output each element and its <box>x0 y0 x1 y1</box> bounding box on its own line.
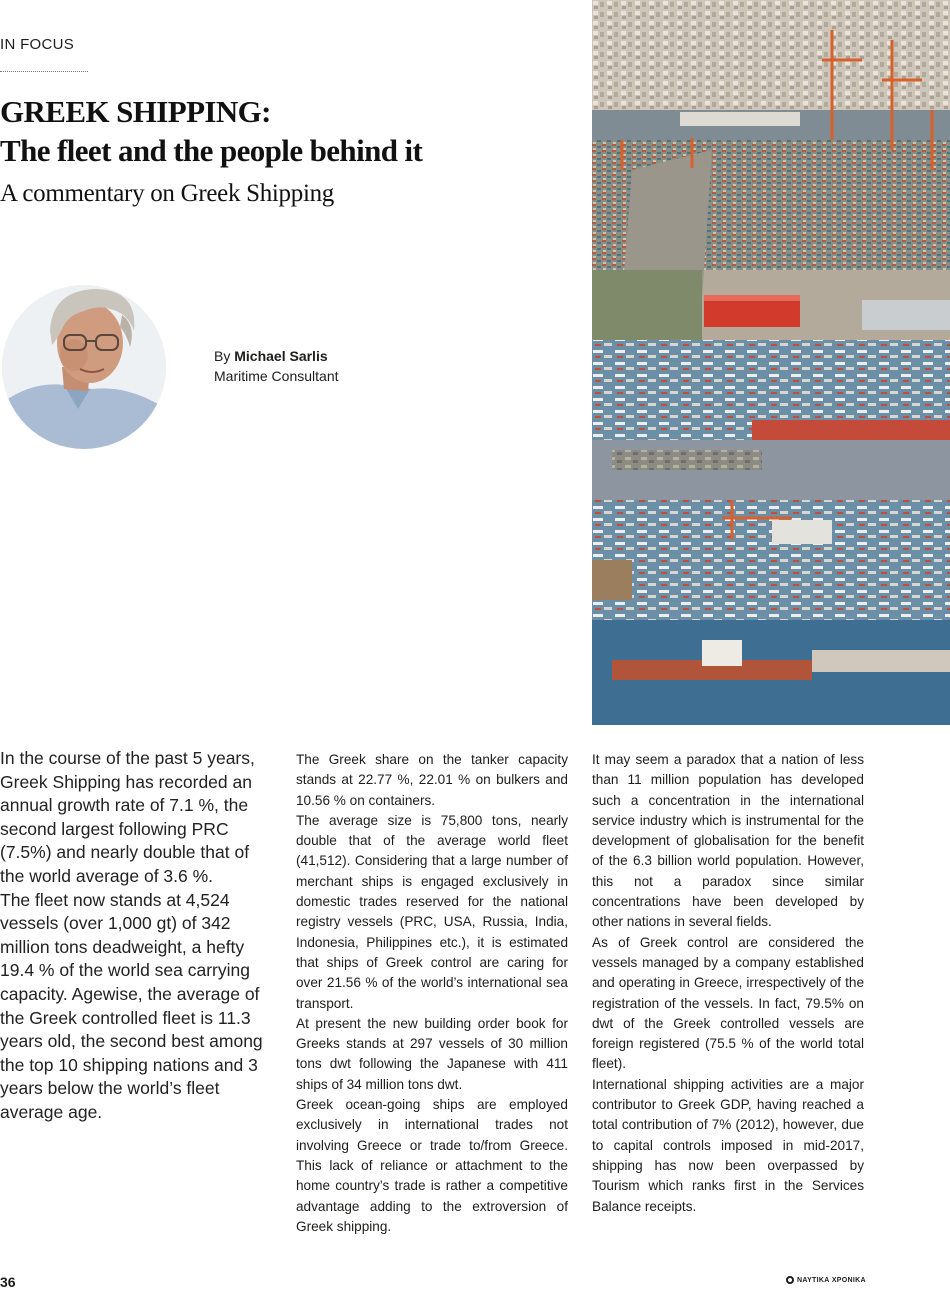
publication-logo-icon <box>786 1276 794 1284</box>
author-portrait <box>2 285 166 449</box>
intro-text <box>0 747 272 1125</box>
publication-masthead <box>786 1276 866 1284</box>
intro-paragraph: The fleet now stands at 4,524 vessels (over 1,000 gt) of 342 million tons deadweight, a hefty 19.4 % of the world sea carrying capacity. Agewise, the average of the Greek controlled fleet is 11.3 years old, the second best among the top 10 shipping nations and 3 years below the world’s fleet average age. <box>0 889 263 1122</box>
body-paragraph: Greek ocean-going ships are employed exclusively in international trades not involving Greece or trade to/from Greece. This lack of reliance or attachment to the home country’s trade is rather a competitive advantage adding to the extroversion of Greek shipping. <box>296 1097 568 1234</box>
body-paragraph: At present the new building order book for Greeks stands at 297 vessels of 30 million tons dwt following the Japanese with 411 ships of 34 million tons dwt. <box>296 1015 568 1092</box>
body-paragraph: As of Greek control are considered the vessels managed by a company established and operating in Greece, irrespectively of the registration of the vessels. In fact, 79.5% on dwt of the Greek controlled vessels are foreign registered (75.5 % of the world total fleet). <box>592 934 864 1072</box>
author-title: Maritime Consultant <box>214 368 339 384</box>
section-label: IN FOCUS <box>0 36 75 53</box>
author-line <box>214 346 339 366</box>
page-number: 36 <box>0 1274 16 1290</box>
headline-line-2: The fleet and the people behind it <box>0 133 423 168</box>
body-paragraph: The Greek share on the tanker capacity stands at 22.77 %, 22.01 % on bulkers and 10.56 % on containers. <box>296 752 568 808</box>
body-paragraph: International shipping activities are a major contributor to Greek GDP, having reached a total contribution of 7% (2012), however, due to capital controls imposed in mid-2017, shipping has now been overpassed by Tourism which ranks first in the Services Balance receipts. <box>592 1076 864 1214</box>
headline-line-1: GREEK SHIPPING: <box>0 94 271 129</box>
body-column-3 <box>592 750 864 1217</box>
byline <box>214 346 339 386</box>
headline <box>0 92 580 170</box>
author-name: Michael Sarlis <box>234 348 328 364</box>
harbor-aerial-photo <box>592 0 950 725</box>
body-paragraph: It may seem a paradox that a nation of less than 11 million population has developed such a concentration in the international service industry which is instrumental for the development of globalisation for the benefit of the 6.3 billion world population. However, this not a paradox since similar concentrations have been developed by other nations in several fields. <box>592 752 864 930</box>
byline-prefix: By <box>214 348 231 364</box>
intro-paragraph: In the course of the past 5 years, Greek Shipping has recorded an annual growth rate of 7.1 %, the second largest following PRC (7.5%) and nearly double that of the world average of 3.6 %. <box>0 748 255 886</box>
body-paragraph: The average size is 75,800 tons, nearly double that of the average world fleet (41,512). Considering that a large number of merchant ships is engaged exclusively in domestic trades reserved for the national registry vessels (PRC, USA, Russia, India, Indonesia, Philippines etc.), it is estimated that ships of Greek control are caring for over 21.56 % of the world’s international sea transport. <box>296 812 568 1011</box>
subheadline: A commentary on Greek Shipping <box>0 180 334 207</box>
publication-name: ΝΑΥΤΙΚΑ ΧΡΟΝΙΚΑ <box>797 1276 866 1284</box>
section-divider <box>0 71 88 72</box>
body-column-2 <box>296 750 568 1237</box>
